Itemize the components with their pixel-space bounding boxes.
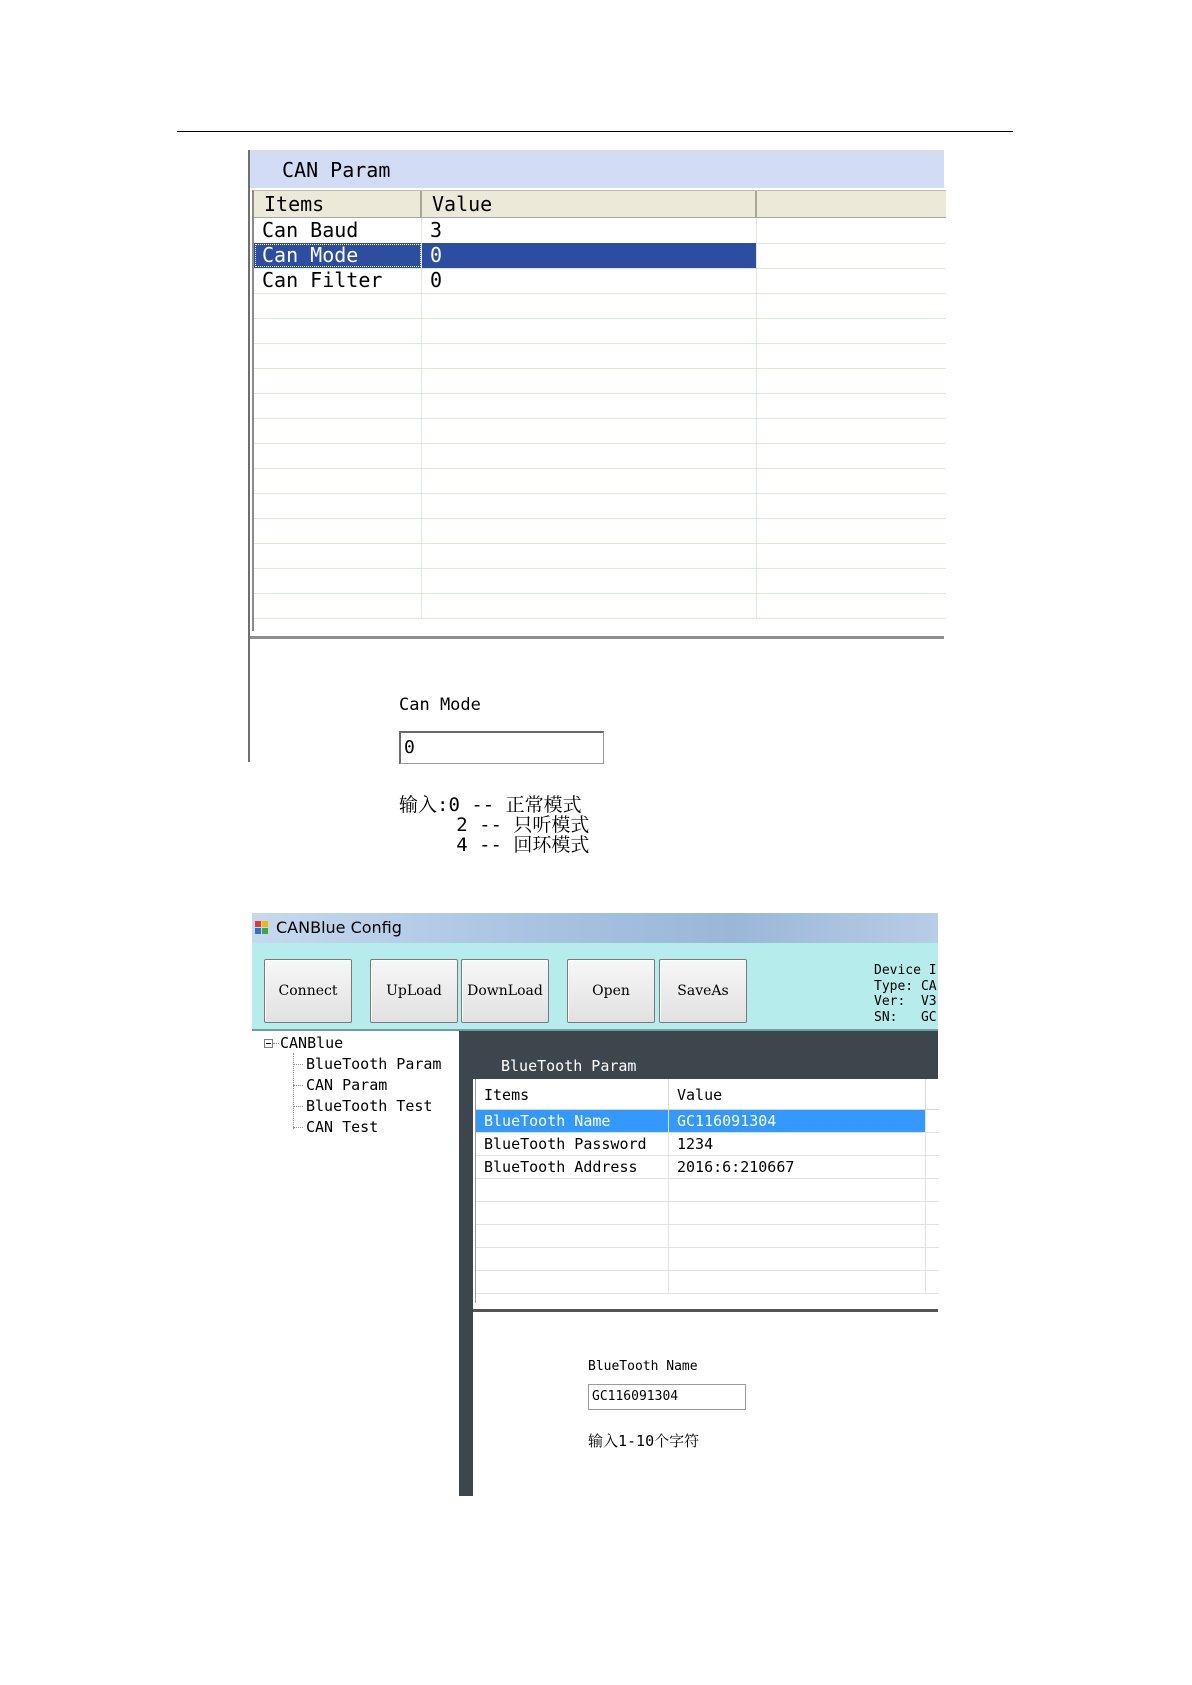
can-param-screenshot <box>248 150 944 856</box>
tree-item-can-param[interactable]: CAN Param <box>306 1076 388 1094</box>
tree-item-bluetooth-param[interactable]: BlueTooth Param <box>306 1055 442 1073</box>
app-icon <box>255 921 269 935</box>
row-value: 1234 <box>669 1133 926 1155</box>
saveas-button[interactable]: SaveAs <box>659 959 747 1023</box>
canblue-config-window <box>252 913 938 1496</box>
empty-row <box>254 493 946 519</box>
connect-button[interactable]: Connect <box>264 959 352 1023</box>
empty-row <box>254 418 946 444</box>
content-area <box>459 1031 938 1496</box>
open-button[interactable]: Open <box>567 959 655 1023</box>
column-header-value[interactable]: Value <box>669 1079 926 1109</box>
row-item: BlueTooth Password <box>476 1133 669 1155</box>
empty-row <box>254 443 946 469</box>
editor-value-input[interactable]: GC116091304 <box>588 1384 746 1410</box>
empty-row <box>476 1248 939 1271</box>
toolbar <box>252 943 938 1031</box>
empty-row <box>476 1202 939 1225</box>
table-row-selected[interactable] <box>476 1110 939 1133</box>
empty-row <box>254 293 946 319</box>
page-divider <box>177 131 1013 132</box>
row-item: Can Filter <box>254 268 422 293</box>
window-title-bar[interactable] <box>252 913 938 943</box>
empty-row <box>254 518 946 544</box>
editor-label: Can Mode <box>399 695 481 715</box>
column-header-empty <box>757 191 946 217</box>
panel-title-bar <box>250 150 944 188</box>
empty-row <box>254 543 946 569</box>
splitter[interactable] <box>250 636 944 639</box>
grid-header <box>254 191 946 218</box>
row-value: 2016:6:210667 <box>669 1156 926 1178</box>
collapse-icon[interactable] <box>264 1039 273 1048</box>
param-grid[interactable] <box>475 1079 939 1303</box>
empty-row <box>476 1179 939 1202</box>
empty-row <box>476 1271 939 1294</box>
panel-title-bar <box>473 1047 938 1079</box>
table-row[interactable] <box>254 268 946 294</box>
empty-row <box>254 593 946 619</box>
tree-item-can-test[interactable]: CAN Test <box>306 1118 379 1136</box>
row-value: GC116091304 <box>669 1110 926 1132</box>
row-item: BlueTooth Name <box>476 1110 669 1132</box>
editor-label: BlueTooth Name <box>588 1359 698 1374</box>
empty-row <box>254 468 946 494</box>
download-button[interactable]: DownLoad <box>461 959 549 1023</box>
panel-title: CAN Param <box>282 158 391 182</box>
panel-title: BlueTooth Param <box>501 1057 637 1075</box>
empty-row <box>254 318 946 344</box>
empty-row <box>254 393 946 419</box>
column-header-items[interactable]: Items <box>476 1079 669 1109</box>
table-row[interactable] <box>476 1156 939 1179</box>
row-value: 0 <box>422 243 757 268</box>
empty-row <box>254 343 946 369</box>
table-row-selected[interactable] <box>254 243 946 269</box>
upload-button[interactable]: UpLoad <box>370 959 458 1023</box>
row-item: Can Mode <box>254 243 422 268</box>
editor-hint: 输入:0 -- 正常模式 2 -- 只听模式 4 -- 回环模式 <box>399 794 590 856</box>
empty-row <box>476 1225 939 1248</box>
tree-item-bluetooth-test[interactable]: BlueTooth Test <box>306 1097 433 1115</box>
row-value: 0 <box>422 268 757 293</box>
empty-row <box>254 368 946 394</box>
editor-hint: 输入1-10个字符 <box>588 1432 700 1450</box>
param-panel <box>473 1047 938 1496</box>
table-row[interactable] <box>254 218 946 244</box>
row-item: BlueTooth Address <box>476 1156 669 1178</box>
row-item: Can Baud <box>254 218 422 243</box>
tree-root[interactable]: CANBlue <box>280 1034 344 1052</box>
param-grid[interactable] <box>252 190 946 631</box>
nav-tree <box>252 1031 459 1496</box>
editor-value-input[interactable]: 0 <box>399 731 604 764</box>
empty-row <box>254 568 946 594</box>
window-title: CANBlue Config <box>276 918 402 937</box>
column-header-value[interactable]: Value <box>422 191 757 217</box>
splitter[interactable] <box>473 1309 938 1312</box>
device-info: Device I Type: CA Ver: V3 SN: GC <box>874 963 937 1025</box>
column-header-items[interactable]: Items <box>254 191 422 217</box>
grid-header <box>476 1079 939 1110</box>
row-value: 3 <box>422 218 757 243</box>
table-row[interactable] <box>476 1133 939 1156</box>
